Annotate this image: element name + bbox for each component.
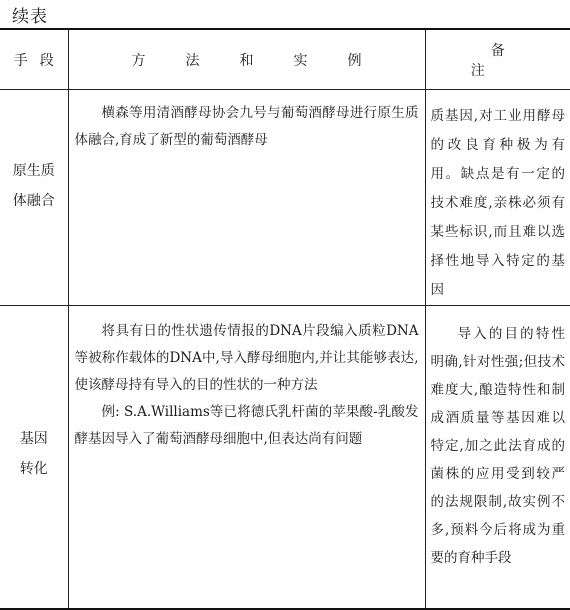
table-row: [0, 90, 570, 306]
note-text: 质基因,对工业用酵母的改良育种极为有用。缺点是有一定的技术难度,亲株必须有某些标识,而且难以选择性地导入特定的基因: [426, 90, 570, 305]
row-label-cell: [0, 90, 68, 306]
method-paragraph: 横森等用清酒酵母协会九号与葡萄酒酵母进行原生质体融合,育成了新型的葡萄酒酵母: [75, 100, 419, 154]
method-paragraph: 将具有日的性状遗传情报的DNA片段编入质粒DNA等被称作载体的DNA中,导入酵母细胞内,并让其能够表达,使该酵母持有导入的目的性状的一种方法: [75, 318, 419, 399]
header-means-label: 手段: [2, 53, 66, 69]
row-label-line: 原生质: [0, 156, 68, 186]
method-cell: [68, 306, 425, 610]
header-method-label: 方法和实例: [92, 53, 402, 69]
method-cell: [68, 90, 425, 306]
row-label-line: 转化: [0, 454, 68, 484]
row-label-line: 体融合: [0, 186, 68, 216]
header-note: [425, 29, 570, 90]
header-note-label: 备注: [451, 43, 545, 79]
row-label-line: 基因: [0, 424, 68, 454]
row-label-cell: [0, 306, 68, 610]
table-caption: 续表: [12, 2, 48, 27]
table-header-row: [0, 29, 570, 90]
note-cell: [425, 306, 570, 610]
note-text: 导入的目的特性明确,针对性强;但技术难度大,酿造特性和制成酒质量等基因难以特定,加之此法育成的菌株的应用受到较严的法规限制,故实例不多,预料今后将成为重要的育种手段: [426, 306, 570, 572]
header-means: [0, 29, 68, 90]
breeding-methods-table: [0, 28, 570, 610]
note-cell: [425, 90, 570, 306]
method-paragraph: 例: S.A.Williams等已将德氏乳杆菌的苹果酸-乳酸发酵基因导入了葡萄酒酵母细胞中,但表达尚有问题: [75, 399, 419, 453]
table-row: [0, 306, 570, 610]
header-method: [68, 29, 425, 90]
